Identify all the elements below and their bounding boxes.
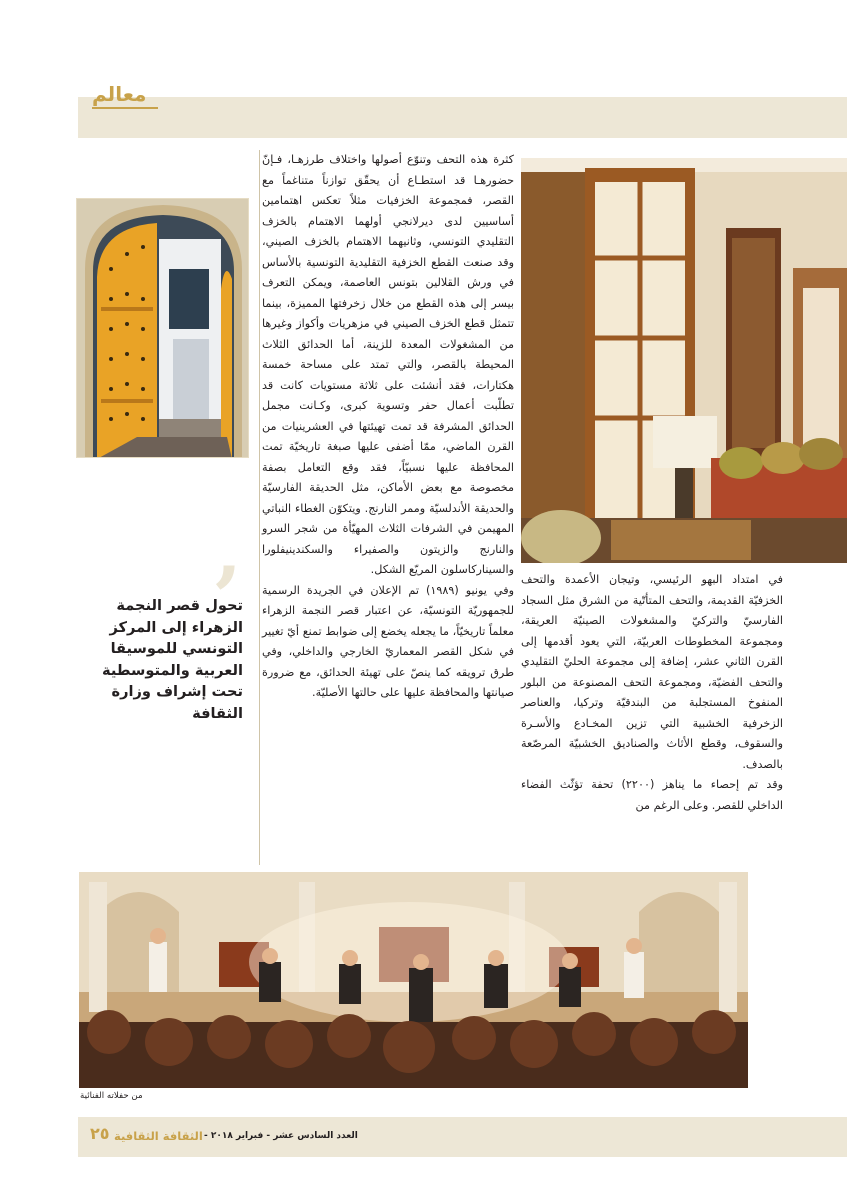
door-illustration bbox=[77, 199, 249, 458]
article-column-middle bbox=[262, 150, 514, 704]
article-paragraph: في امتداد البهو الرئيسي، وتيجان الأعمدة والتحف الخزفيّة القديمة، والتحف المتأتّية من الشرق مثل السجاد الفارسيّ والتركيّ والمشغولات الصينيّة العريقة، ومجموعة المخطوطات العربيّة، التي يعود أقدمها إلى القرن الثاني عشر، إضافة إلى مجموعة الحليّ التقليدي والتحف الفضيّة، ومجموعة التحف المصنوعة من البلور المنفوخ المستجلبة من البندقيّة وتركيا، والعناصر الزخرفية الخشبية التي تزين المخـادع والأسـرة والسقوف، وقطع الأثاث والصناديق الخشبيّة المرصّعة بالصدف. bbox=[521, 573, 783, 771]
photo-interior bbox=[521, 158, 847, 563]
photo-concert bbox=[79, 872, 748, 1088]
header-band bbox=[78, 97, 847, 138]
pull-quote: تحول قصر النجمة الزهراء إلى المركز التونسي للموسيقا العربية والمتوسطية تحت إشراف وزارة الثقافة bbox=[102, 597, 243, 722]
article-paragraph: كثرة هذه التحف وتنوّع أصولها واختلاف طرزهـا، فـإنّ حضورهـا قد استطـاع أن يحقّق توازناً متناغماً مع القصر، فمجموعة الخزفيات مثلاً تعكس اهتمامين أساسيين لدى ديرلانجي أولهما الاهتمام بالخزف التقليدي التونسي، وثانيهما الاهتمام بالخزف الصيني، وقد صنعت القطع الخزفية التقليدية التونسية بالأساس في ورش القلالين بتونس العاصمة، ويمكن التعرف بيسر إلى هذه القطع من خلال زخرفتها المميزة، بينما تتمثل قطع الخزف الصيني في مزهريات وأكواز وغيرها من المشغولات المعدة للزينة، أما الحدائق الثلاث المحيطة بالقصر، والتي تمتد على مساحة خمسة هكتارات، فقد أنشئت على ثلاثة مستويات كانت قد تطلّبت أعمال حفر وتسوية كبرى، وكـانت مجمل الحدائق المشرفة قد تمت تهيئتها في العشرينيات من القرن الماضي، ممّا أضفى عليها صبغة تاريخيّة تمت المحافظة عليها نسبيّاً، فقد وقع التعامل بصفة مخصوصة مع بعض الأماكن، مثل الحديقة الفارسيّة والحديقة الأندلسيّة وممر النارنج. ويتكوّن الغطاء النباتي المهيمن في الشرفات الثلاث المهيّأة من شجر السرو والنارنج والزيتون والصفيراء والسكندينيفلورا والسيناركاسلون المريّع الشكل. bbox=[262, 153, 514, 576]
concert-illustration bbox=[79, 872, 748, 1088]
article-paragraph: وقد تم إحصاء ما يناهز (٢٢٠٠) تحفة تؤثّث الفضاء الداخلي للقصر. وعلى الرغم من bbox=[521, 778, 783, 812]
section-title-underline bbox=[92, 107, 158, 109]
column-divider bbox=[259, 150, 260, 865]
photo-caption: من حفلاته الفنائية bbox=[80, 1091, 143, 1101]
interior-illustration bbox=[521, 158, 847, 563]
article-column-right bbox=[521, 570, 783, 816]
page-number: ٢٥ bbox=[90, 1124, 110, 1143]
quote-mark-icon: ’ bbox=[212, 548, 242, 647]
footer-issue: العدد السادس عشر - فبراير ٢٠١٨ - bbox=[204, 1131, 358, 1141]
photo-door bbox=[76, 198, 249, 458]
footer-magazine-name: الثقافة الثقافية bbox=[114, 1129, 203, 1143]
article-paragraph: وفي يونيو (١٩٨٩) تم الإعلان في الجريدة الرسمية للجمهوريّة التونسيّة، عن اعتبار قصر النجمة الزهراء معلماً تاريخيّاً، ما يجعله يخضع إلى ضوابط تمنع أيّ تغيير في شكل القصر المعماريّ الخارجي والداخلي، وفي طرق ترويقه كما ينصّ على تهيئة الحدائق، مع ضرورة صيانتها والمحافظة عليها على حالتها الأصليّة. bbox=[262, 583, 514, 699]
section-title: معالم bbox=[92, 82, 147, 106]
